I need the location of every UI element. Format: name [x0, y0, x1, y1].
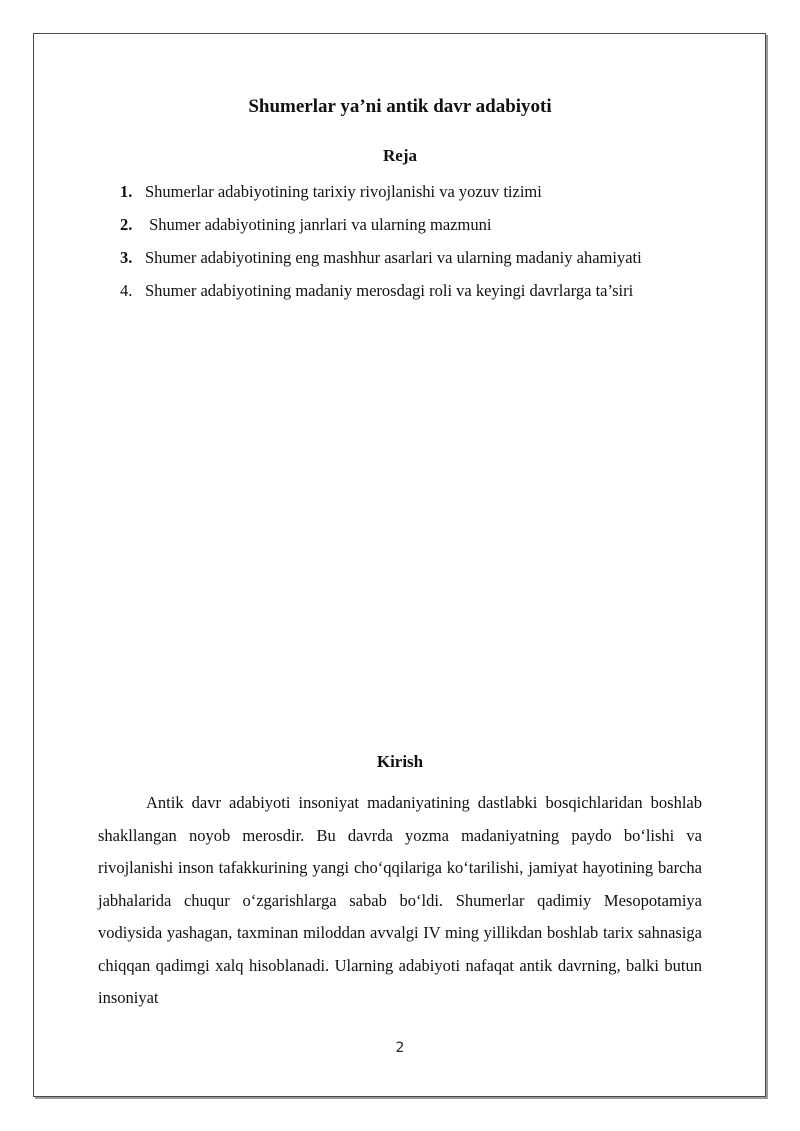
intro-heading: Kirish: [376, 752, 424, 771]
plan-item-text: Shumer adabiyotining eng mashhur asarlari va ularning madaniy ahamiyati: [145, 248, 642, 267]
plan-item: [120, 281, 710, 314]
plan-item: [120, 215, 710, 248]
page-number: 2: [395, 1040, 405, 1056]
document-title: Shumerlar ya’ni antik davr adabiyoti: [248, 96, 552, 117]
plan-item: [120, 182, 710, 215]
plan-item-number: 1.: [120, 182, 133, 201]
plan-item-text: Shumer adabiyotining madaniy merosdagi roli va keyingi davrlarga ta’siri: [145, 281, 634, 300]
plan-item-number: 2.: [120, 215, 133, 234]
plan-heading: Reja: [383, 146, 417, 165]
plan-item: [120, 248, 710, 281]
plan-list: [120, 182, 710, 314]
intro-paragraph: Antik davr adabiyoti insoniyat madaniyatining dastlabki bosqichlaridan boshlab shakllangan noyob merosdir. Bu davrda yozma madaniyatning paydo bo‘lishi va rivojlanishi inson tafakkurining yangi cho‘qqilariga ko‘tarilishi, jamiyat hayotining barcha jabhalarida chuqur o‘zgarishlarga sabab bo‘ldi. Shumerlar qadimiy Mesopotamiya vodiysida yashagan, taxminan miloddan avvalgi IV ming yillikdan boshlab tarix sahnasiga chiqqan qadimgi xalq hisoblanadi. Ularning adabiyoti nafaqat antik davrning, balki butun insoniyat: [98, 793, 702, 1007]
plan-item-text: Shumerlar adabiyotining tarixiy rivojlanishi va yozuv tizimi: [145, 182, 542, 201]
plan-item-number: 3.: [120, 248, 133, 267]
plan-item-text: Shumer adabiyotining janrlari va ularning mazmuni: [145, 215, 492, 234]
plan-item-number: 4.: [120, 281, 133, 300]
